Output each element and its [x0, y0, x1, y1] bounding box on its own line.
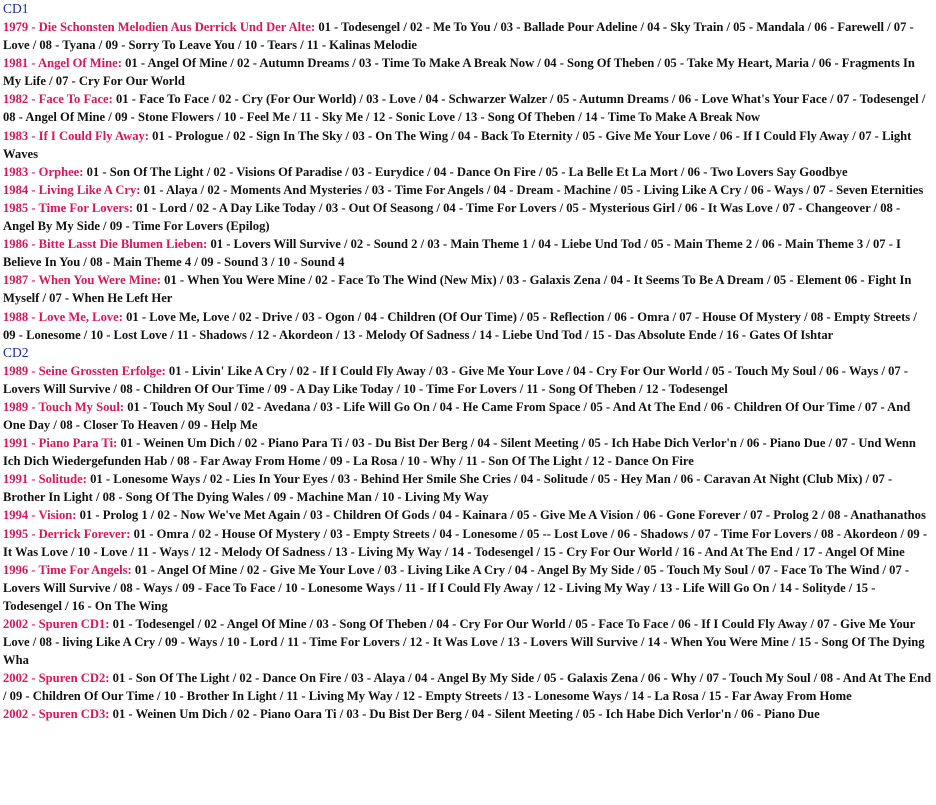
track-list: 01 - When You Were Mine / 02 - Face To The Wind (New Mix) / 03 - Galaxis Zena / 04 - It Seems To Be A Dream / 05 - Element 06 - Fight In Myself / 07 - When He Left Her: [3, 273, 912, 306]
album-title: 1984 - Living Like A Cry:: [3, 182, 141, 197]
album-entry: [3, 705, 932, 723]
album-title: 1989 - Seine Grossten Erfolge:: [3, 363, 166, 378]
album-title: 1982 - Face To Face:: [3, 92, 113, 107]
album-entry: [3, 561, 932, 615]
track-list: 01 - Lord / 02 - A Day Like Today / 03 - Out Of Seasong / 04 - Time For Lovers / 05 - Mysterious Girl / 06 - It Was Love / 07 - Changeover / 08 - Angel By My Side / 09 - Time For Lovers (Epilog): [3, 200, 901, 234]
album-entry: [3, 199, 932, 235]
track-list: 01 - Prolog 1 / 02 - Now We've Met Again / 03 - Children Of Gods / 04 - Kainara / 05 - Give Me A Vision / 06 - Gone Forever / 07 - Prolog 2 / 08 - Anathanathos: [79, 508, 926, 523]
cd-heading: CD1: [3, 1, 29, 16]
album-title: 1983 - If I Could Fly Away:: [3, 128, 150, 143]
album-title: 1989 - Touch My Soul:: [3, 399, 125, 414]
track-list: 01 - Face To Face / 02 - Cry (For Our World) / 03 - Love / 04 - Schwarzer Walzer / 05 - Autumn Dreams / 06 - Love What's Your Face / 07 - Todesengel / 08 - Angel Of Mine / 09 - Stone Flowers / 10 - Feel Me / 11 - Sky Me / 12 - Sonic Love / 13 - Song Of Theben / 14 - Time To Make A Break Now: [3, 92, 926, 125]
album-entry: [3, 615, 932, 669]
album-entry: [3, 470, 932, 506]
album-title: 1994 - Vision:: [3, 508, 77, 523]
album-entry: [3, 434, 932, 470]
album-entry: [3, 163, 932, 181]
album-entry: [3, 362, 932, 398]
album-title: 1996 - Time For Angels:: [3, 562, 132, 577]
album-entry: [3, 18, 932, 54]
album-title: 1991 - Piano Para Ti:: [3, 436, 118, 451]
album-entry: [3, 525, 932, 561]
album-title: 2002 - Spuren CD3:: [3, 707, 110, 722]
album-title: 1987 - When You Were Mine:: [3, 273, 162, 288]
album-entry: [3, 308, 932, 344]
album-entry: [3, 506, 932, 524]
track-list: 01 - Lonesome Ways / 02 - Lies In Your Eyes / 03 - Behind Her Smile She Cries / 04 - Solitude / 05 - Hey Man / 06 - Caravan At Night (Club Mix) / 07 - Brother In Light / 08 - Song Of The Dying Wales / 09 - Machine Man / 10 - Living My Way: [3, 472, 893, 505]
album-title: 2002 - Spuren CD2:: [3, 671, 110, 686]
album-title: 2002 - Spuren CD1:: [3, 617, 110, 631]
track-list: 01 - Todesengel / 02 - Me To You / 03 - Ballade Pour Adeline / 04 - Sky Train / 05 - Mandala / 06 - Farewell / 07 - Love / 08 - Tyana / 09 - Sorry To Leave You / 10 - Tears / 11 - Kalinas Melodie: [3, 20, 914, 53]
album-title: 1983 - Orphee:: [3, 164, 84, 179]
album-entry: [3, 235, 932, 271]
album-title: 1979 - Die Schonsten Melodien Aus Derrick Und Der Alte:: [3, 20, 316, 34]
track-list: 01 - Weinen Um Dich / 02 - Piano Para Ti / 03 - Du Bist Der Berg / 04 - Silent Meeting / 05 - Ich Habe Dich Verlor'n / 06 - Piano Due / 07 - Und Wenn Ich Dich Wiedergefunden Hab / 08 - Far Away From Home / 09 - La Rosa / 10 - Why / 11 - Son Of The Light / 12 - Dance On Fire: [3, 436, 916, 469]
album-title: 1985 - Time For Lovers:: [3, 200, 134, 215]
album-title: 1986 - Bitte Lasst Die Blumen Lieben:: [3, 237, 208, 252]
track-list: 01 - Lovers Will Survive / 02 - Sound 2 / 03 - Main Theme 1 / 04 - Liebe Und Tod / 05 - Main Theme 2 / 06 - Main Theme 3 / 07 - I Believe In You / 08 - Main Theme 4 / 09 - Sound 3 / 10 - Sound 4: [3, 237, 901, 270]
track-list: 01 - Omra / 02 - House Of Mystery / 03 - Empty Streets / 04 - Lonesome / 05 -- Lost Love / 06 - Shadows / 07 - Time For Lovers / 08 - Akordeon / 09 - It Was Love / 10 - Love / 11 - Ways / 12 - Melody Of Sadness / 13 - Living My Way / 14 - Todesengel / 15 - Cry For Our World / 16 - And At The End / 17 - Angel Of Mine: [3, 526, 928, 559]
album-title: 1981 - Angel Of Mine:: [3, 56, 122, 71]
cd-heading: CD2: [3, 344, 29, 360]
track-list: 01 - Prologue / 02 - Sign In The Sky / 03 - On The Wing / 04 - Back To Eternity / 05 - Give Me Your Love / 06 - If I Could Fly Away / 07 - Light Waves: [3, 128, 912, 161]
track-list: 01 - Love Me, Love / 02 - Drive / 03 - Ogon / 04 - Children (Of Our Time) / 05 - Reflection / 06 - Omra / 07 - House Of Mystery / 08 - Empty Streets / 09 - Lonesome / 10 - Lost Love / 11 - Shadows / 12 - Akordeon / 13 - Melody Of Sadness / 14 - Liebe Und Tod / 15 - Das Absolute Ende / 16 - Gates Of Ishtar: [3, 309, 917, 342]
track-list: 01 - Son Of The Light / 02 - Dance On Fire / 03 - Alaya / 04 - Angel By My Side / 05 - Galaxis Zena / 06 - Why / 07 - Touch My Soul / 08 - And At The End / 09 - Children Of Our Time / 10 - Brother In Light / 11 - Living My Way / 12 - Empty Streets / 13 - Lonesome Ways / 14 - La Rosa / 15 - Far Away From Home: [3, 671, 932, 704]
album-entry: [3, 271, 932, 307]
track-list: 01 - Son Of The Light / 02 - Visions Of Paradise / 03 - Eurydice / 04 - Dance On Fire / 05 - La Belle Et La Mort / 06 - Two Lovers Say Goodbye: [86, 164, 848, 179]
track-list: 01 - Angel Of Mine / 02 - Give Me Your Love / 03 - Living Like A Cry / 04 - Angel By My Side / 05 - Touch My Soul / 07 - Face To The Wind / 07 - Lovers Will Survive / 08 - Ways / 09 - Face To Face / 10 - Lonesome Ways / 11 - If I Could Fly Away / 12 - Living My Way / 13 - Life Will Go On / 14 - Solityde / 15 - Todesengel / 16 - On The Wing: [3, 562, 910, 613]
album-entry: [3, 398, 932, 434]
album-entry: [3, 90, 932, 126]
album-title: 1995 - Derrick Forever:: [3, 526, 131, 541]
album-title: 1991 - Solitude:: [3, 472, 87, 487]
track-list: 01 - Livin' Like A Cry / 02 - If I Could Fly Away / 03 - Give Me Your Love / 04 - Cry For Our World / 05 - Touch My Soul / 06 - Ways / 07 - Lovers Will Survive / 08 - Children Of Our Time / 09 - A Day Like Today / 10 - Time For Lovers / 11 - Song Of Theben / 12 - Todesengel: [3, 363, 909, 396]
album-entry: [3, 181, 932, 199]
track-list: 01 - Touch My Soul / 02 - Avedana / 03 - Life Will Go On / 04 - He Came From Space / 05 - And At The End / 06 - Children Of Our Time / 07 - And One Day / 08 - Closer To Heaven / 09 - Help Me: [3, 399, 911, 432]
album-entry: [3, 127, 932, 163]
track-list: 01 - Alaya / 02 - Moments And Mysteries / 03 - Time For Angels / 04 - Dream - Machine / 05 - Living Like A Cry / 06 - Ways / 07 - Seven Eternities: [143, 182, 924, 197]
track-list: 01 - Weinen Um Dich / 02 - Piano Oara Ti / 03 - Du Bist Der Berg / 04 - Silent Meeting / 05 - Ich Habe Dich Verlor'n / 06 - Piano Due: [112, 707, 820, 722]
track-list: 01 - Todesengel / 02 - Angel Of Mine / 03 - Song Of Theben / 04 - Cry For Our World / 05 - Face To Face / 06 - If I Could Fly Away / 07 - Give Me Your Love / 08 - living Like A Cry / 09 - Ways / 10 - Lord / 11 - Time For Lovers / 12 - It Was Love / 13 - Lovers Will Survive / 14 - When You Were Mine / 15 - Song Of The Dying Wha: [3, 617, 925, 668]
album-title: 1988 - Love Me, Love:: [3, 309, 123, 324]
album-entry: [3, 669, 932, 705]
album-entry: [3, 54, 932, 90]
track-list: 01 - Angel Of Mine / 02 - Autumn Dreams / 03 - Time To Make A Break Now / 04 - Song Of Theben / 05 - Take My Heart, Maria / 06 - Fragments In My Life / 07 - Cry For Our World: [3, 56, 915, 89]
